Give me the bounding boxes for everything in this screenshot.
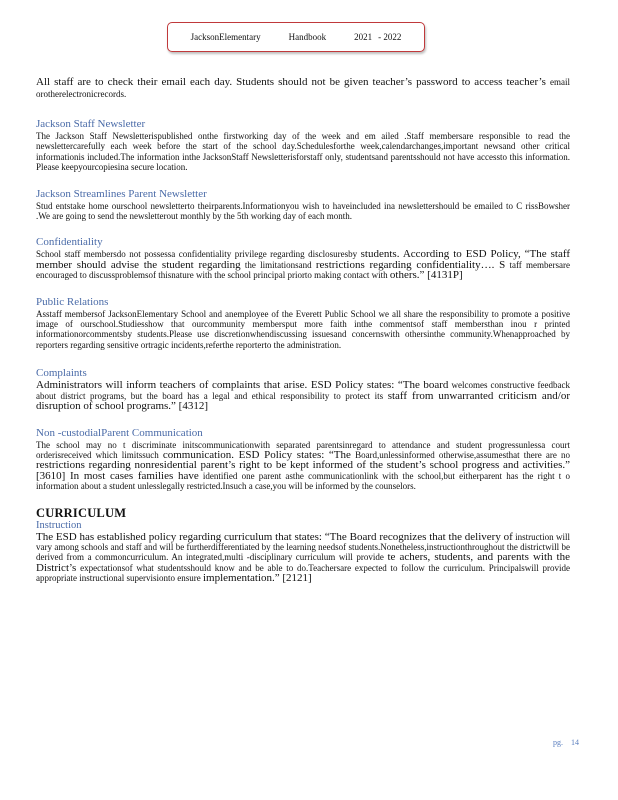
- handbook-header: [167, 22, 425, 52]
- header-school: JacksonElementary: [190, 32, 261, 42]
- body-streamlines: Stud entstake home ourschool newsletterto theirparents.Informationyou wish to haveincluded ina newslettershould be emailed to C rissBowsher .We are going to send the newsletterout monthly by the 5th working day of each month.: [36, 200, 570, 222]
- heading-noncustodial: Non -custodialParent Communication: [36, 426, 203, 439]
- subheading-instruction: Instruction: [36, 519, 82, 531]
- body-confidentiality: School staff membersdo not possessa confidentiality privilege regarding disclosuresby students. According to ESD Policy, “The staff member should advise the student regarding the limitationsand restrictions regarding confidentiality…. S taff membersare encouraged to discussproblemsof thisnature with the school principal priorto making contact with others.” [4131P]: [36, 248, 571, 282]
- heading-curriculum: CURRICULUM: [36, 505, 127, 520]
- header-title: Handbook: [288, 32, 327, 42]
- document-body: [36, 76, 570, 584]
- header-year: 2021 - 2022: [354, 32, 402, 42]
- body-public-relations: Asstaff membersof JacksonElementary School and anemployee of the Everett Public School we all share the responsibility to promote a positive image of ourschool.Studiesshow that ourcommunity membersput more faith inthe commentsof staff membersthan inou r printed informationorcommentsby students.Please use discretionwhendiscussing issuesand concernswith othersinthe community.Whenapproached by reporters regarding sensitive ortragic incidents,referthe reporterto the administration.: [36, 308, 570, 350]
- heading-streamlines: Jackson Streamlines Parent Newsletter: [36, 187, 207, 200]
- intro-paragraph: All staff are to check their email each day. Students should not be given teacher’s password to access teacher’s email orotherelectronicrecords.: [36, 76, 571, 99]
- page-number: pg. 14: [553, 738, 579, 747]
- heading-staff-newsletter: Jackson Staff Newsletter: [36, 118, 146, 130]
- body-complaints: Administrators will inform teachers of complaints that arise. ESD Policy states: “The board welcomes constructive feedback about district programs, but the board has a legal and ethical responsibility to protect its staff from unwarranted criticism and/or disruption of school programs.” [4312]: [36, 379, 570, 413]
- heading-public-relations: Public Relations: [36, 295, 109, 308]
- body-noncustodial: The school may no t discriminate initscommunicationwith separated parentsinregard to attendance and student progressunlessa court orderisreceived which limitssuch communication. ESD Policy states: “The Board,unlessinformed otherwise,assumesthat there are no restrictions regarding nonresidential parent’s right to be kept informed of the student’s school progress and activities.” [3610] In most cases families have identified one parent asthe communicationlink with the school,but eitherparent has the right t o information about a student unlesslegally restricted.Insuch a case,you will be informed by the counselors.: [36, 439, 571, 492]
- body-staff-newsletter: The Jackson Staff Newsletterispublished onthe firstworking day of the week and em ailed .Staff membersare responsible to read the newslettercarefully each week before the start of the school day.Schedulesforthe week,calendarchanges,important newsand other critical informationis included.The information inthe JacksonStaff Newsletterisforstaff only, studentsand parentsshould not have accessto this information. Please keepyourcopiesina secure location.: [36, 131, 570, 173]
- heading-complaints: Complaints: [36, 367, 87, 380]
- heading-confidentiality: Confidentiality: [36, 236, 103, 249]
- body-curriculum: The ESD has established policy regarding curriculum that states: “The Board recognizes that the delivery of instruction will vary among schools and staff and will be furtherdifferentiated by the learning needsof students.Nonetheless,instructionthroughout the districtwill be derived from a commoncurriculum. An integrated,multi -disciplinary curriculum will provide te achers, students, and parents with the District’s expectationsof what studentsshould know and be able to do.Teachersare expected to follow the curriculum. Principalswill provide appropriate instructional supervisionto ensure implementation.” [2121]: [36, 530, 571, 585]
